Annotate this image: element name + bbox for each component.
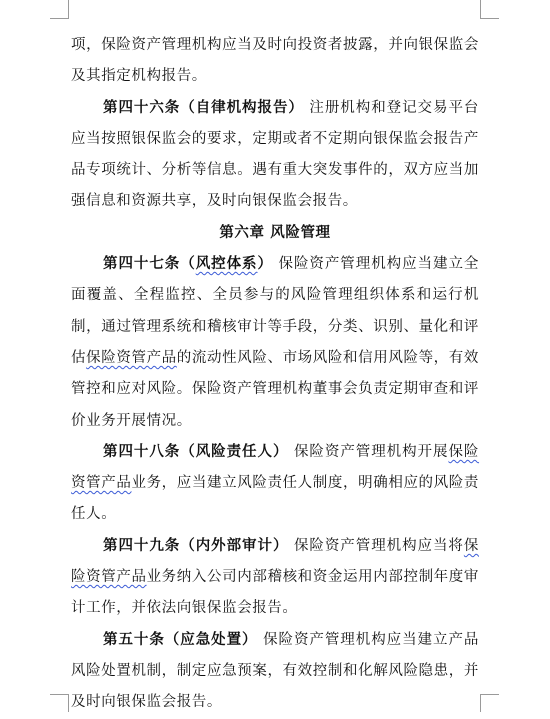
- article-46-text: 注册机构和登记交易平台应当按照银保监会的要求，定期或者不定期向银保监会报告产品专项统计、分析等信息。遇有重大突发事件的，双方应当加强信息和资源共享，及时向银保监会报告。: [71, 99, 479, 210]
- document-body[interactable]: [71, 30, 479, 719]
- article-46: [71, 93, 479, 218]
- crop-mark-top-right: [480, 0, 499, 19]
- crop-mark-bottom-right: [480, 694, 499, 712]
- article-49-title: （内外部审计）: [180, 537, 289, 554]
- article-47-title-open: （: [180, 256, 196, 273]
- article-48: [71, 437, 479, 531]
- article-50-number: 第五十条: [103, 631, 165, 648]
- article-48-text-marked: 保险资管产品: [71, 443, 480, 492]
- continued-paragraph: [71, 30, 479, 93]
- article-47-text-marked: 保险资管产品: [86, 349, 177, 366]
- article-47-text-a: 保险资产管理机构应当建立全面覆盖、全程监控、全员参与的风险管理组织体系和运行机制，通过管理系统和稽核审计等手段，分类、识别、量化和评估: [71, 256, 479, 366]
- crop-mark-bottom-left: [50, 694, 69, 712]
- article-46-title: （自律机构报告）: [180, 99, 304, 116]
- continued-paragraph-text: 项，保险资产管理机构应当及时向投资者披露，并向银保监会及其指定机构报告。: [71, 37, 479, 85]
- article-47-title-close: ）: [257, 256, 273, 273]
- article-50-text: 保险资产管理机构应当建立产品风险处置机制，制定应急预案，有效控制和化解风险隐患，并及时向银保监会报告。: [71, 631, 479, 711]
- article-49-text-a: 保险资产管理机构应当将: [293, 537, 464, 554]
- article-48-number: 第四十八条: [103, 443, 181, 460]
- article-47-text-b: 的流动性风险、市场风险和信用风险等，有效管控和应对风险。保险资产管理机构董事会负责定期审查和评价业务开展情况。: [71, 349, 480, 429]
- crop-mark-top-left: [50, 0, 69, 19]
- article-48-text-b: 业务，应当建立风险责任人制度，明确相应的风险责任人。: [71, 475, 479, 523]
- article-46-number: 第四十六条: [103, 99, 181, 116]
- article-49-text-b: 业务纳入公司内部稽核和资金运用内部控制年度审计工作，并依法向银保监会报告。: [71, 569, 480, 617]
- article-50: [71, 625, 479, 719]
- article-50-title: （应急处置）: [164, 631, 258, 648]
- article-48-text-a: 保险资产管理机构开展: [293, 443, 449, 460]
- article-49: [71, 531, 479, 625]
- article-48-title: （风险责任人）: [180, 443, 289, 460]
- article-49-number: 第四十九条: [103, 537, 181, 554]
- article-47: [71, 249, 479, 437]
- article-47-title-marked: 风控体系: [195, 256, 258, 273]
- article-47-number: 第四十七条: [103, 256, 181, 273]
- chapter-heading-text: 第六章 风险管理: [219, 224, 331, 241]
- article-49-text-marked: 保险资管产品: [71, 537, 479, 586]
- chapter-heading: [71, 218, 479, 249]
